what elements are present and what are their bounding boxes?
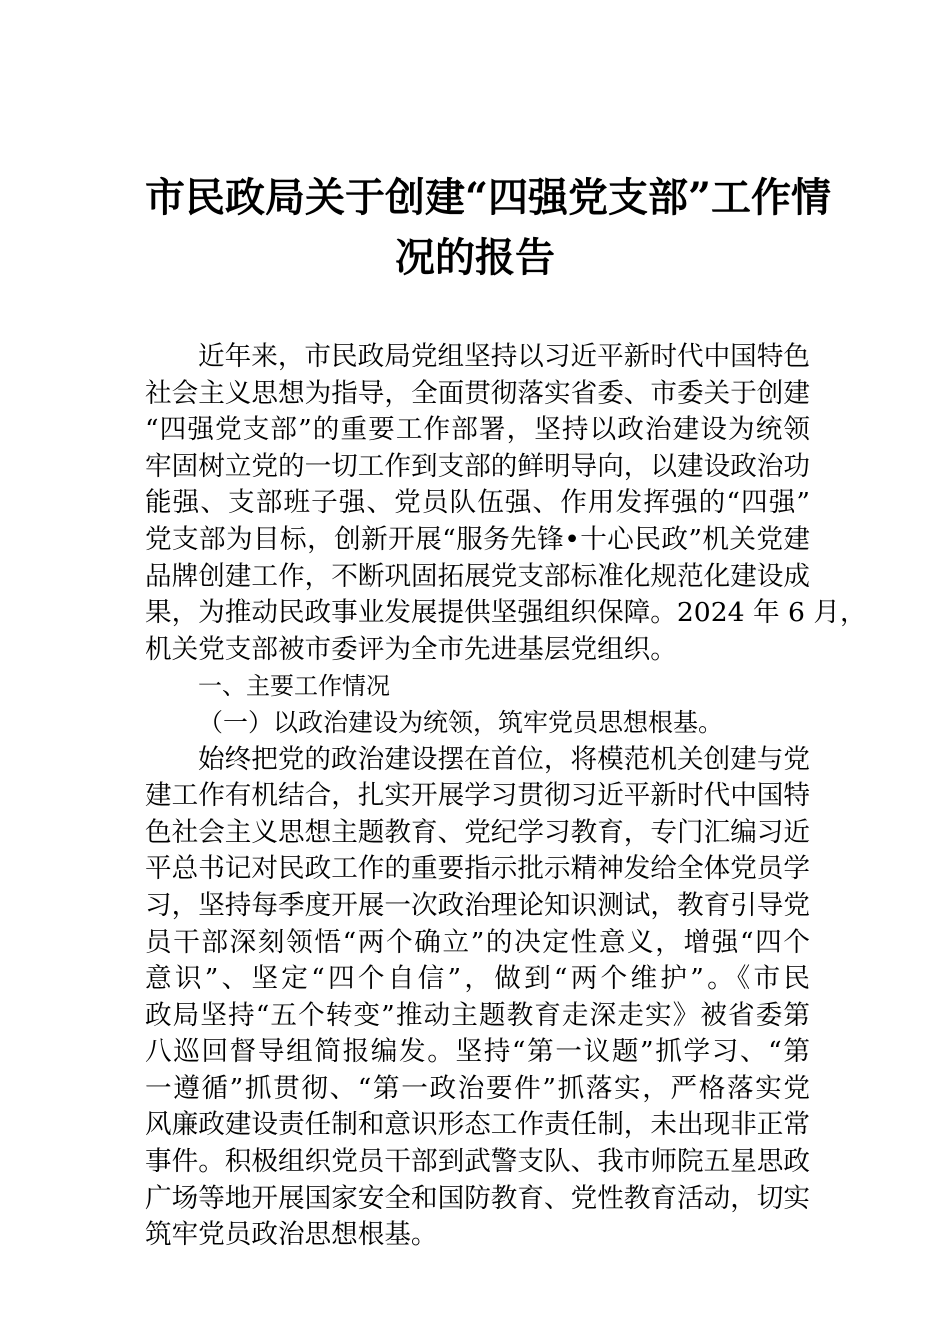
document-body: [145, 339, 867, 1254]
paragraph-line: 果，为推动民政事业发展提供坚强组织保障。2024 年 6 月，: [145, 597, 867, 629]
paragraph-line: 能强、支部班子强、党员队伍强、作用发挥强的“四强”: [145, 487, 810, 519]
section-heading: 一、主要工作情况: [198, 672, 390, 701]
paragraph-line: 色社会主义思想主题教育、党纪学习教育，专门汇编习近: [145, 816, 810, 848]
paragraph-line: 社会主义思想为指导，全面贯彻落实省委、市委关于创建: [145, 377, 810, 409]
paragraph-line: 牢固树立党的一切工作到支部的鲜明导向，以建设政治功: [145, 450, 810, 482]
paragraph-line: 八巡回督导组简报编发。坚持“第一议题”抓学习、“第: [145, 1036, 810, 1068]
paragraph-line: 员干部深刻领悟“两个确立”的决定性意义，增强“四个: [145, 926, 810, 958]
paragraph-intro: [145, 339, 867, 668]
paragraph-political-building: [145, 742, 810, 1254]
paragraph-line: 建工作有机结合，扎实开展学习贯彻习近平新时代中国特: [145, 780, 810, 812]
paragraph-line: “四强党支部”的重要工作部署，坚持以政治建设为统领: [145, 414, 810, 446]
paragraph-line: 风廉政建设责任制和意识形态工作责任制，未出现非正常: [145, 1109, 810, 1141]
paragraph-line: 广场等地开展国家安全和国防教育、党性教育活动，切实: [145, 1182, 810, 1214]
document-title: [145, 168, 832, 288]
paragraph-line: 党支部为目标，创新开展“服务先锋•十心民政”机关党建: [145, 523, 810, 555]
paragraph-line: 政局坚持“五个转变”推动主题教育走深走实》被省委第: [145, 999, 810, 1031]
paragraph-line: 习，坚持每季度开展一次政治理论知识测试，教育引导党: [145, 889, 810, 921]
title-line-1: 市民政局关于创建“四强党支部”工作情: [145, 174, 832, 221]
paragraph-line: 机关党支部被市委评为全市先进基层党组织。: [145, 633, 677, 665]
paragraph-line: 筑牢党员政治思想根基。: [145, 1219, 438, 1251]
title-line-2: 况的报告: [395, 234, 555, 281]
paragraph-line: 平总书记对民政工作的重要指示批示精神发给全体党员学: [145, 853, 810, 885]
paragraph-line: 始终把党的政治建设摆在首位，将模范机关创建与党: [198, 743, 810, 775]
paragraph-line: 意识”、坚定“四个自信”，做到“两个维护”。《市民: [145, 963, 810, 995]
paragraph-line: 一遵循”抓贯彻、“第一政治要件”抓落实，严格落实党: [145, 1072, 810, 1104]
paragraph-line: 品牌创建工作，不断巩固拓展党支部标准化规范化建设成: [145, 560, 810, 592]
paragraph-line: 近年来，市民政局党组坚持以习近平新时代中国特色: [198, 341, 810, 372]
subsection-heading: （一）以政治建设为统领，筑牢党员思想根基。: [198, 707, 724, 737]
paragraph-line: 事件。积极组织党员干部到武警支队、我市师院五星思政: [145, 1146, 810, 1178]
